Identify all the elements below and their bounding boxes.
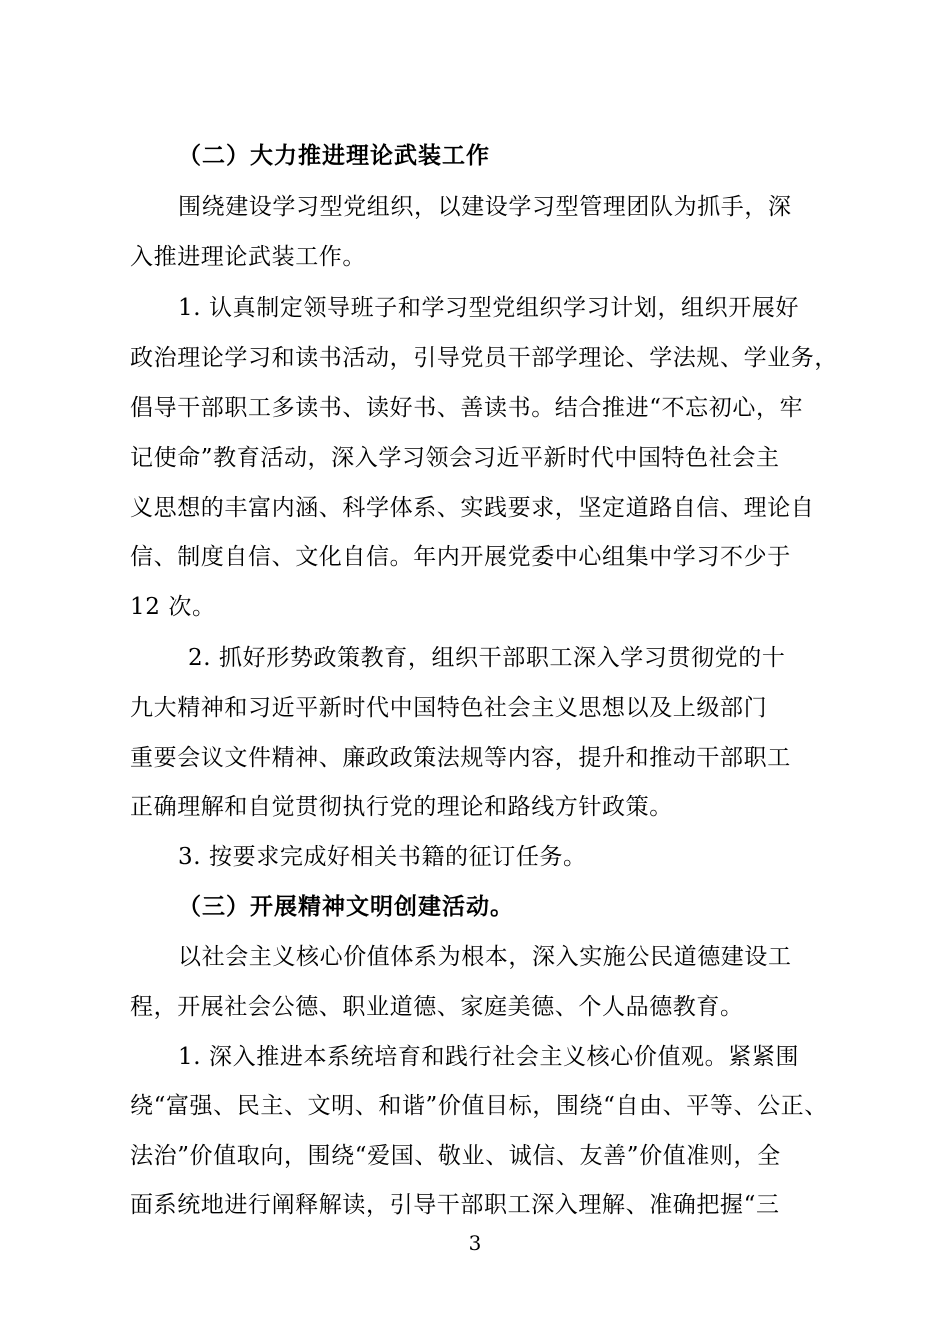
section-heading-3: （三）开展精神文明创建活动。	[178, 894, 514, 920]
list-item-1-line: 1. 认真制定领导班子和学习型党组织学习计划，组织开展好	[178, 295, 800, 321]
paragraph-line: 12 次。	[130, 594, 216, 620]
paragraph-line: 重要会议文件精神、廉政政策法规等内容，提升和推动干部职工	[130, 745, 791, 771]
paragraph-line: 九大精神和习近平新时代中国特色社会主义思想以及上级部门	[130, 695, 768, 721]
paragraph-line: 入推进理论武装工作。	[130, 244, 366, 270]
paragraph-line: 义思想的丰富内涵、科学体系、实践要求，坚定道路自信、理论自	[130, 495, 815, 521]
paragraph-line: 面系统地进行阐释解读，引导干部职工深入理解、准确把握“三	[130, 1192, 780, 1218]
paragraph-line: 正确理解和自觉贯彻执行党的理论和路线方针政策。	[130, 794, 673, 820]
section-heading-2: （二）大力推进理论武装工作	[178, 143, 490, 169]
paragraph-line: 法治”价值取向，围绕“爱国、敬业、诚信、友善”价值准则，全	[130, 1143, 781, 1169]
list-item-1-line: 1. 深入推进本系统培育和践行社会主义核心价值观。紧紧围	[178, 1044, 800, 1070]
paragraph-line: 信、制度自信、文化自信。年内开展党委中心组集中学习不少于	[130, 544, 791, 570]
paragraph-line: 以社会主义核心价值体系为根本，深入实施公民道德建设工	[178, 944, 792, 970]
paragraph-line: 倡导干部职工多读书、读好书、善读书。结合推进“不忘初心，牢	[130, 395, 804, 421]
paragraph-line: 政治理论学习和读书活动，引导党员干部学理论、学法规、学业务，	[130, 345, 838, 371]
paragraph-line: 程，开展社会公德、职业道德、家庭美德、个人品德教育。	[130, 994, 744, 1020]
list-item-3-line: 3. 按要求完成好相关书籍的征订任务。	[178, 844, 587, 870]
paragraph-line: 绕“富强、民主、文明、和谐”价值目标，围绕“自由、平等、公正、	[130, 1093, 828, 1119]
paragraph-line: 记使命”教育活动，深入学习领会习近平新时代中国特色社会主	[130, 445, 780, 471]
paragraph-line: 围绕建设学习型党组织，以建设学习型管理团队为抓手，深	[178, 194, 792, 220]
page-number: 3	[468, 1231, 482, 1255]
list-item-2-line: 2. 抓好形势政策教育，组织干部职工深入学习贯彻党的十	[188, 645, 786, 671]
